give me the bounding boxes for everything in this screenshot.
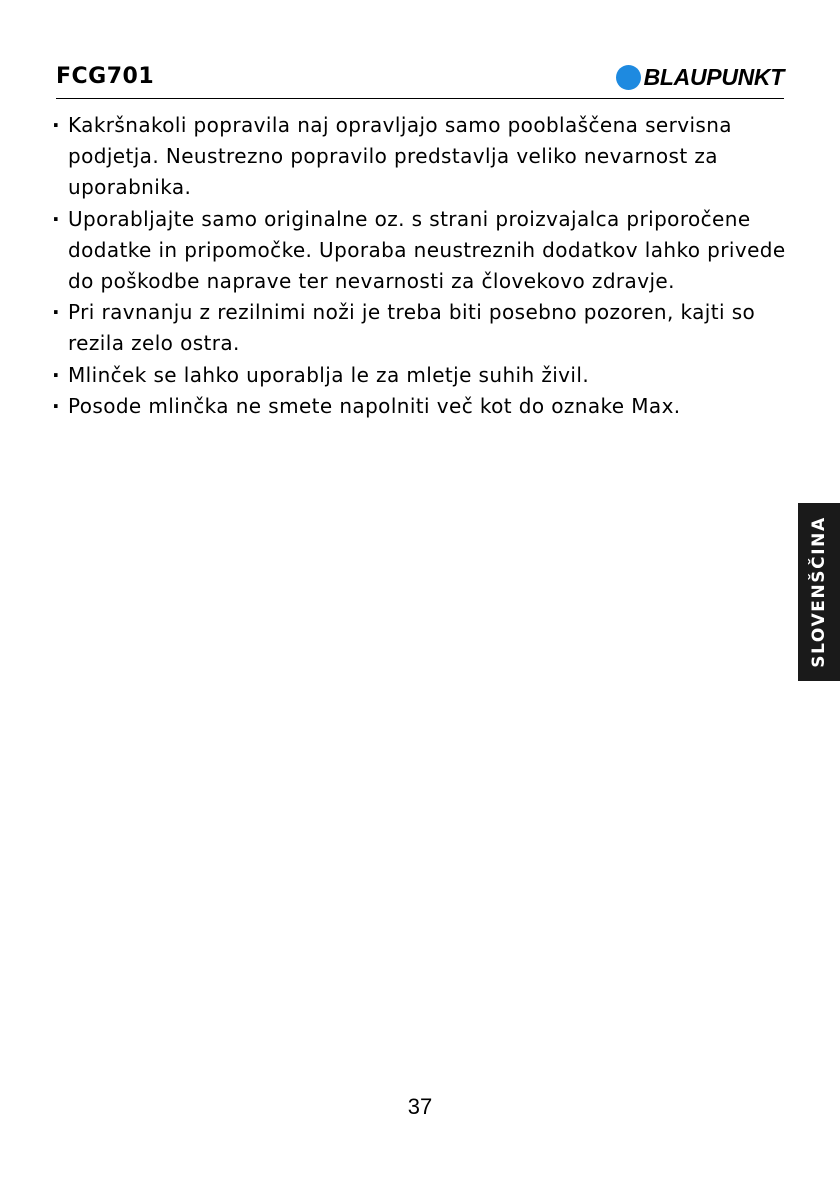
language-tab bbox=[798, 503, 840, 681]
list-item: · Kakršnakoli popravila naj opravljajo samo pooblaščena servisna podjetja. Neustrezno popravilo predstavlja veliko nevarnost za uporabnika. bbox=[52, 110, 792, 204]
list-item: · Uporabljajte samo originalne oz. s strani proizvajalca priporočene dodatke in pripomočke. Uporaba neustreznih dodatkov lahko privede do poškodbe naprave ter nevarnosti za človekovo zdravje. bbox=[52, 204, 792, 298]
brand-name: BLAUPUNKT bbox=[643, 64, 784, 90]
page-number: 37 bbox=[407, 1094, 433, 1119]
list-item: · Mlinček se lahko uporablja le za mletje suhih živil. bbox=[52, 360, 792, 391]
safety-instructions-list bbox=[52, 110, 792, 422]
page-header bbox=[56, 64, 784, 99]
language-label: SLOVENŠČINA bbox=[809, 516, 829, 668]
model-number: FCG701 bbox=[56, 64, 155, 89]
blue-dot-icon bbox=[616, 65, 641, 90]
list-item: · Posode mlinčka ne smete napolniti več kot do oznake Max. bbox=[52, 391, 792, 422]
list-item: · Pri ravnanju z rezilnimi noži je treba biti posebno pozoren, kajti so rezila zelo ostra. bbox=[52, 297, 792, 359]
brand-logo bbox=[616, 64, 784, 90]
